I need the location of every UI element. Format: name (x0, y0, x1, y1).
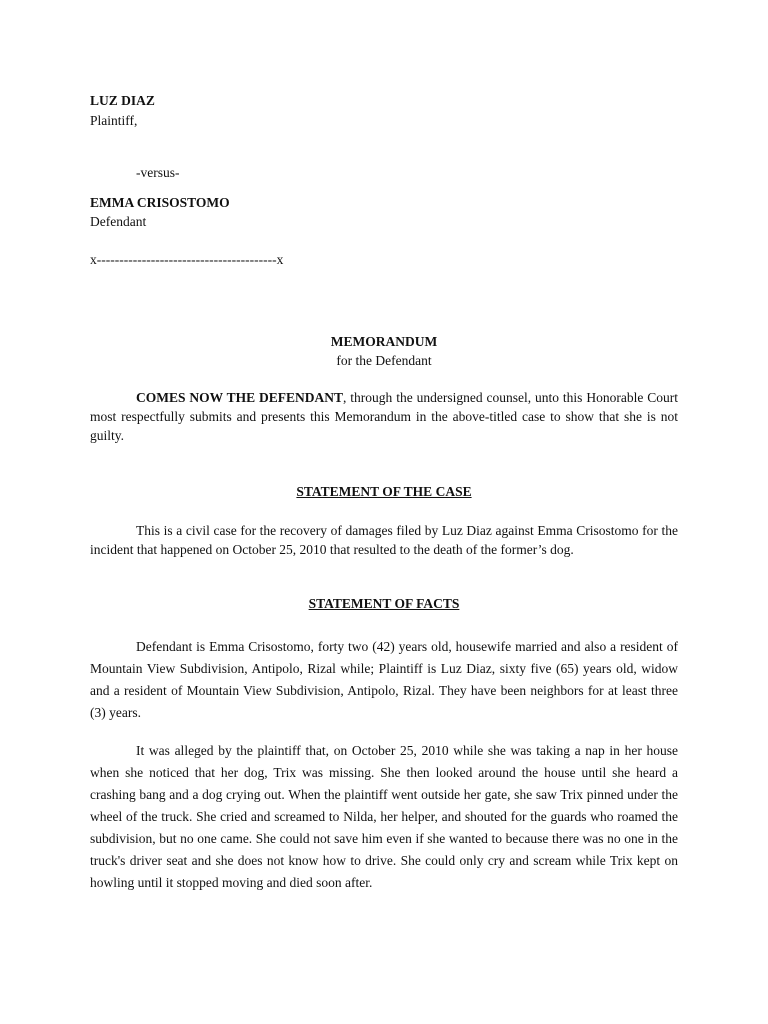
document-subtitle: for the Defendant (336, 353, 432, 368)
intro-paragraph (90, 388, 678, 445)
intro-text: , through the undersigned counsel, unto this Honorable Court most respectfully submits and presents this Memorandum in the above-titled case to show that she is not guilty. (90, 390, 678, 443)
document-title: MEMORANDUM (330, 334, 438, 349)
facts-paragraph-1: Defendant is Emma Crisostomo, forty two (42) years old, housewife married and also a resident of Mountain View Subdivision, Antipolo, Rizal while; Plaintiff is Luz Diaz, sixty five (65) years old, widow and a resident of Mountain View Subdivision, Antipolo, Rizal. They have been neighbors for at least three (3) years. (90, 639, 678, 720)
caption-separator: x----------------------------------------x (90, 252, 284, 267)
plaintiff-name: LUZ DIAZ (90, 93, 155, 108)
facts-paragraph-2: It was alleged by the plaintiff that, on October 25, 2010 while she was taking a nap in her house when she noticed that her dog, Trix was missing. She then looked around the house until she heard a crashing bang and a dog crying out. When the plaintiff went outside her gate, she saw Trix pinned under the wheel of the truck. She cried and screamed to Nilda, her helper, and shouted for the guards who roamed the subdivision, but no one came. She could not save him even if she wanted to because there was no one in the truck's driver seat and she does not know how to drive. She could only cry and scream while Trix kept on howling until it stopped moving and died soon after. (90, 743, 678, 890)
plaintiff-role: Plaintiff, (90, 113, 138, 128)
intro-lead: COMES NOW THE DEFENDANT (136, 390, 344, 405)
versus-label: -versus- (136, 165, 180, 180)
defendant-name: EMMA CRISOSTOMO (90, 195, 230, 210)
facts-heading: STATEMENT OF FACTS (308, 596, 460, 611)
case-paragraph: This is a civil case for the recovery of damages filed by Luz Diaz against Emma Crisostomo for the incident that happened on October 25, 2010 that resulted to the death of the former’s dog. (90, 523, 678, 557)
case-heading: STATEMENT OF THE CASE (296, 484, 472, 499)
defendant-role: Defendant (90, 214, 147, 229)
